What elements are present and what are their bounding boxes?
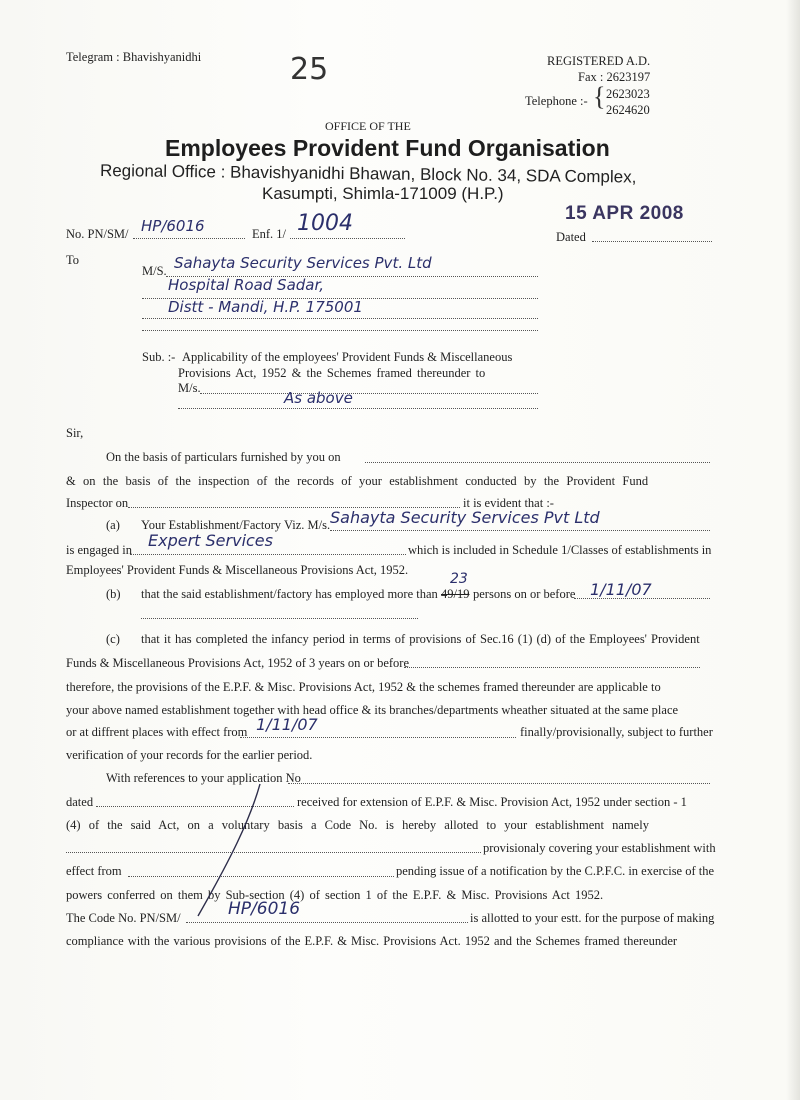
ref-no-label: No. PN/SM/ (66, 227, 129, 241)
enf-line (290, 238, 405, 239)
code-label: The Code No. PN/SM/ (66, 911, 181, 925)
item-b-date: 1/11/07 (590, 580, 652, 599)
addressee-line-1: Sahayta Security Services Pvt. Ltd (174, 254, 432, 272)
para-2-inspector: Inspector on (66, 496, 129, 510)
schedule-line: Employees' Provident Funds & Miscellaneous Provisions Act, 1952. (66, 563, 409, 577)
item-c-line-5a: or at diffrent places with effect from (66, 725, 248, 739)
item-c-line-3: therefore, the provisions of the E.P.F. & Misc. Provisions Act, 1952 & the schemes framed thereunder are applicable to (66, 680, 661, 694)
item-c-line-5b: finally/provisionally, subject to further (520, 725, 713, 739)
item-b-line-2 (141, 618, 418, 619)
addressee-line-3: Distt - Mandi, H.P. 175001 (168, 298, 363, 316)
ref-no-line (133, 238, 245, 239)
engaged-line (130, 554, 406, 555)
telephone-label: Telephone :- (525, 94, 588, 108)
para-2-line-1: & on the basis of the inspection of the records of your establishment conducted by the Provident Fund (66, 474, 649, 488)
ref-estt-name-line (66, 852, 481, 853)
item-a-estt-name: Sahayta Security Services Pvt Ltd (330, 508, 600, 527)
telephone-1: 2623023 (606, 87, 650, 101)
brace: { (593, 82, 606, 111)
item-c-text: that it has completed the infancy period in terms of provisions of Sec.16 (1) (d) of the Employees' Provident (141, 632, 700, 646)
item-b-handwritten-count: 23 (450, 571, 468, 587)
ref-para-effect: effect from (66, 864, 122, 878)
ref-para-line-2: received for extension of E.P.F. & Misc. Provision Act, 1952 under section - 1 (297, 795, 687, 809)
addressee-line-4-rule (142, 330, 538, 331)
engaged-label: is engaged in (66, 543, 132, 557)
org-title: Employees Provident Fund Organisation (165, 135, 610, 161)
item-c-label: (c) (106, 632, 120, 646)
item-b-tail: persons on or before (473, 587, 576, 601)
item-a-text: Your Establishment/Factory Viz. M/s. (141, 518, 331, 532)
enf-label: Enf. 1/ (252, 227, 287, 241)
code-tail: is allotted to your estt. for the purpose of making (470, 911, 715, 925)
registered-ad: REGISTERED A.D. (547, 54, 651, 68)
subject-ms-line (200, 393, 538, 394)
subject-ms-label: M/s. (178, 381, 201, 395)
subject-line-2: Provisions Act, 1952 & the Schemes framed thereunder to (178, 366, 486, 380)
sub-label: Sub. :- (142, 350, 176, 364)
salutation: Sir, (66, 426, 84, 440)
last-line: compliance with the various provisions of the E.P.F. & Misc. Provisions Act. 1952 and the Schemes framed thereunder (66, 934, 678, 948)
dated-line (592, 241, 712, 242)
item-c-line-2-rule (404, 667, 700, 668)
to-label: To (66, 253, 80, 267)
ms-label: M/S. (142, 264, 167, 278)
address-line-1: Regional Office : Bhavishyanidhi Bhawan, Block No. 34, SDA Complex, (99, 161, 637, 187)
ref-para-line-6: powers conferred on them by Sub-section (4) of section 1 of the E.P.F. & Misc. Provisions Act 1952. (66, 888, 604, 902)
item-b-struck: 49/19 (441, 587, 470, 601)
page-edge-shadow (786, 0, 800, 1100)
enf-value: 1004 (297, 211, 353, 236)
engaged-value: Expert Services (148, 531, 273, 550)
ref-no-value: HP/6016 (141, 217, 205, 235)
item-b-label: (b) (106, 587, 121, 601)
dated-label: Dated (556, 230, 586, 244)
ref-para-line-4: provisionaly covering your establishment with (483, 841, 716, 855)
item-a-label: (a) (106, 518, 120, 532)
para-2-evident: it is evident that :- (463, 496, 554, 510)
subject-as-above: As above (284, 389, 353, 407)
telephone-2: 2624620 (606, 103, 650, 117)
fax-number: Fax : 2623197 (578, 70, 651, 84)
item-c-line-4: your above named establishment together with head office & its branches/departments wheather situated at the same place (66, 703, 679, 717)
date-stamp: 15 APR 2008 (565, 203, 684, 224)
para-1: On the basis of particulars furnished by you on (106, 450, 341, 464)
address-line-2: Kasumpti, Shimla-171009 (H.P.) (262, 184, 504, 203)
item-c-line-2: Funds & Miscellaneous Provisions Act, 1952 of 3 years on or before (66, 656, 410, 670)
item-b-text: that the said establishment/factory has employed more than (141, 587, 438, 601)
ref-app-no-line (288, 783, 710, 784)
telegram-line: Telegram : Bhavishyanidhi (66, 50, 202, 64)
handwritten-page-number: 25 (290, 52, 329, 87)
ref-para-line-1: With references to your application No (106, 771, 301, 785)
office-of-the: OFFICE OF THE (325, 119, 411, 133)
ref-para-line-3: (4) of the said Act, on a voluntary basis a Code No. is hereby alloted to your establishment namely (66, 818, 649, 832)
ref-para-dated: dated (66, 795, 94, 809)
subject-line-1: Applicability of the employees' Provident Funds & Miscellaneous (182, 350, 513, 364)
addressee-line-3-rule (142, 318, 538, 319)
addressee-line-2: Hospital Road Sadar, (168, 276, 325, 294)
engaged-tail: which is included in Schedule 1/Classes of establishments in (408, 543, 712, 557)
subject-ms-line-2 (178, 408, 538, 409)
item-c-effect-line (240, 737, 516, 738)
code-value: HP/6016 (228, 899, 301, 919)
item-c-effect-date: 1/11/07 (256, 715, 318, 734)
item-c-line-6: verification of your records for the earlier period. (66, 748, 313, 762)
para-1-line (365, 462, 710, 463)
item-a-line (330, 530, 710, 531)
ref-para-line-5: pending issue of a notification by the C.P.F.C. in exercise of the (396, 864, 715, 878)
code-line (186, 922, 468, 923)
